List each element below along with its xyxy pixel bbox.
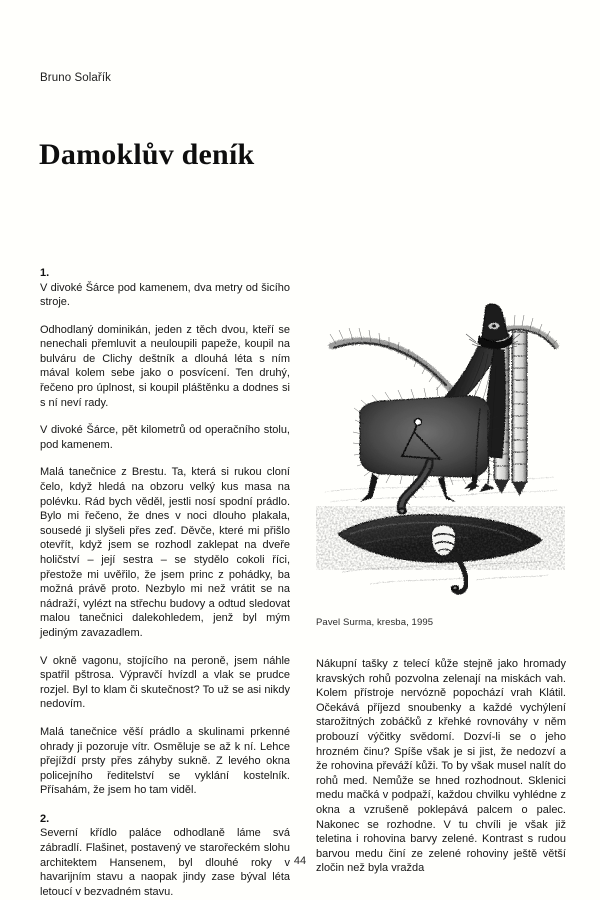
left-section-number: 2. (40, 812, 50, 825)
left-paragraph: V divoké Šárce, pět kilometrů od operačního stolu, pod kamenem. (40, 424, 290, 451)
page-number: 44 (293, 855, 307, 867)
left-paragraph: Malá tanečnice z Brestu. Ta, která si rukou cloní čelo, když hledá na obzoru velký kus masa na polévku. Rád bych věděl, jestli nosí spodní prádlo. Bylo mi řečeno, že dnes v noci dlouho plakala, sousedé ji slyšeli přes zeď. Děvče, které mi přišlo otevřít, když jsem se rozhodl zaklepat na dveře holičství – její sestra – se stydělo cokoli říci, přestože mi uvěřilo, že jsem princ z pohádky, ba možná právě proto. Nezbylo mi než vrátit se na nádraží, vylézt na střechu budovy a odtud sledovat malou tanečnici dalekohledem, jenž byl mým jediným zavazadlem. (40, 466, 290, 639)
illustration-creature-drawing (316, 296, 566, 598)
author-byline: Bruno Solařík (40, 72, 111, 84)
right-paragraph: Nákupní tašky z telecí kůže stejně jako hromady kravských rohů pozvolna zelenají na miskách vah. Kolem přístroje nervózně popochází vrah Klátil. Očekává příjezd snoubenky a každé vychýlení starožitných zobáčků z křehké rovnováhy v něm probouzí výčitky svědomí. Dozví-li se o jeho hrozném činu? Spíše však je si jist, že nedozví a že rohovina převáží kůži. To by však musel nalít do rohů med. Nemůže se hned rozhodnout. Sklenici medu mačká v podpaží, každou chvilku vyhlédne z okna a vzrušeně poklepává palcem o palec. Nakonec se rozhodne. V tu chvíli je však již teletina i rohovina barvy zelené. Kontrast s rudou barvou medu činí ze zelené rohoviny ještě větší zločin než byla vražda (316, 658, 566, 875)
left-paragraph: Odhodlaný dominikán, jeden z těch dvou, kteří se nenechali přemluvit a neuloupili papeže, koupil na bulváru de Clichy deštník a dlouhá léta s ním mával kolem sebe jako o posvícení. Ten druhý, řečeno pro úplnost, si koupil pláštěnku a dodnes si s ní neví rady. (40, 323, 290, 409)
text-column-left (40, 266, 290, 899)
left-paragraph: Severní křídlo paláce odhodlaně láme svá zábradlí. Flašinet, postavený ve starořeckém slohu architektem Hansenem, byl dlouhé roky v havarijním stavu a naopak jindy zase býval léta letoucí v bezvadném stavu. (40, 827, 290, 898)
left-paragraph: Malá tanečnice věší prádlo a skulinami prkenné ohrady ji pozoruje vítr. Osměluje se až k ní. Lehce přejíždí prsty přes záhyby sukně. Z levého okna policejního ředitelství se vyklání kostelník. Přísahám, že jsem ho tam viděl. (40, 725, 290, 797)
figure-caption: Pavel Surma, kresba, 1995 (316, 617, 434, 628)
left-paragraph: V divoké Šárce pod kamenem, dva metry od šicího stroje. (40, 281, 290, 309)
left-section-number: 1. (40, 267, 50, 279)
text-column-right (316, 657, 566, 876)
page-title: Damoklův deník (39, 138, 255, 172)
left-paragraph: V okně vagonu, stojícího na peroně, jsem náhle spatřil pštrosa. Výpravčí hvízdl a vlak se prudce rozjel. Byl to klam či skutečnost? To už se asi nikdy nedovím. (40, 654, 290, 711)
figure-block (316, 296, 566, 629)
